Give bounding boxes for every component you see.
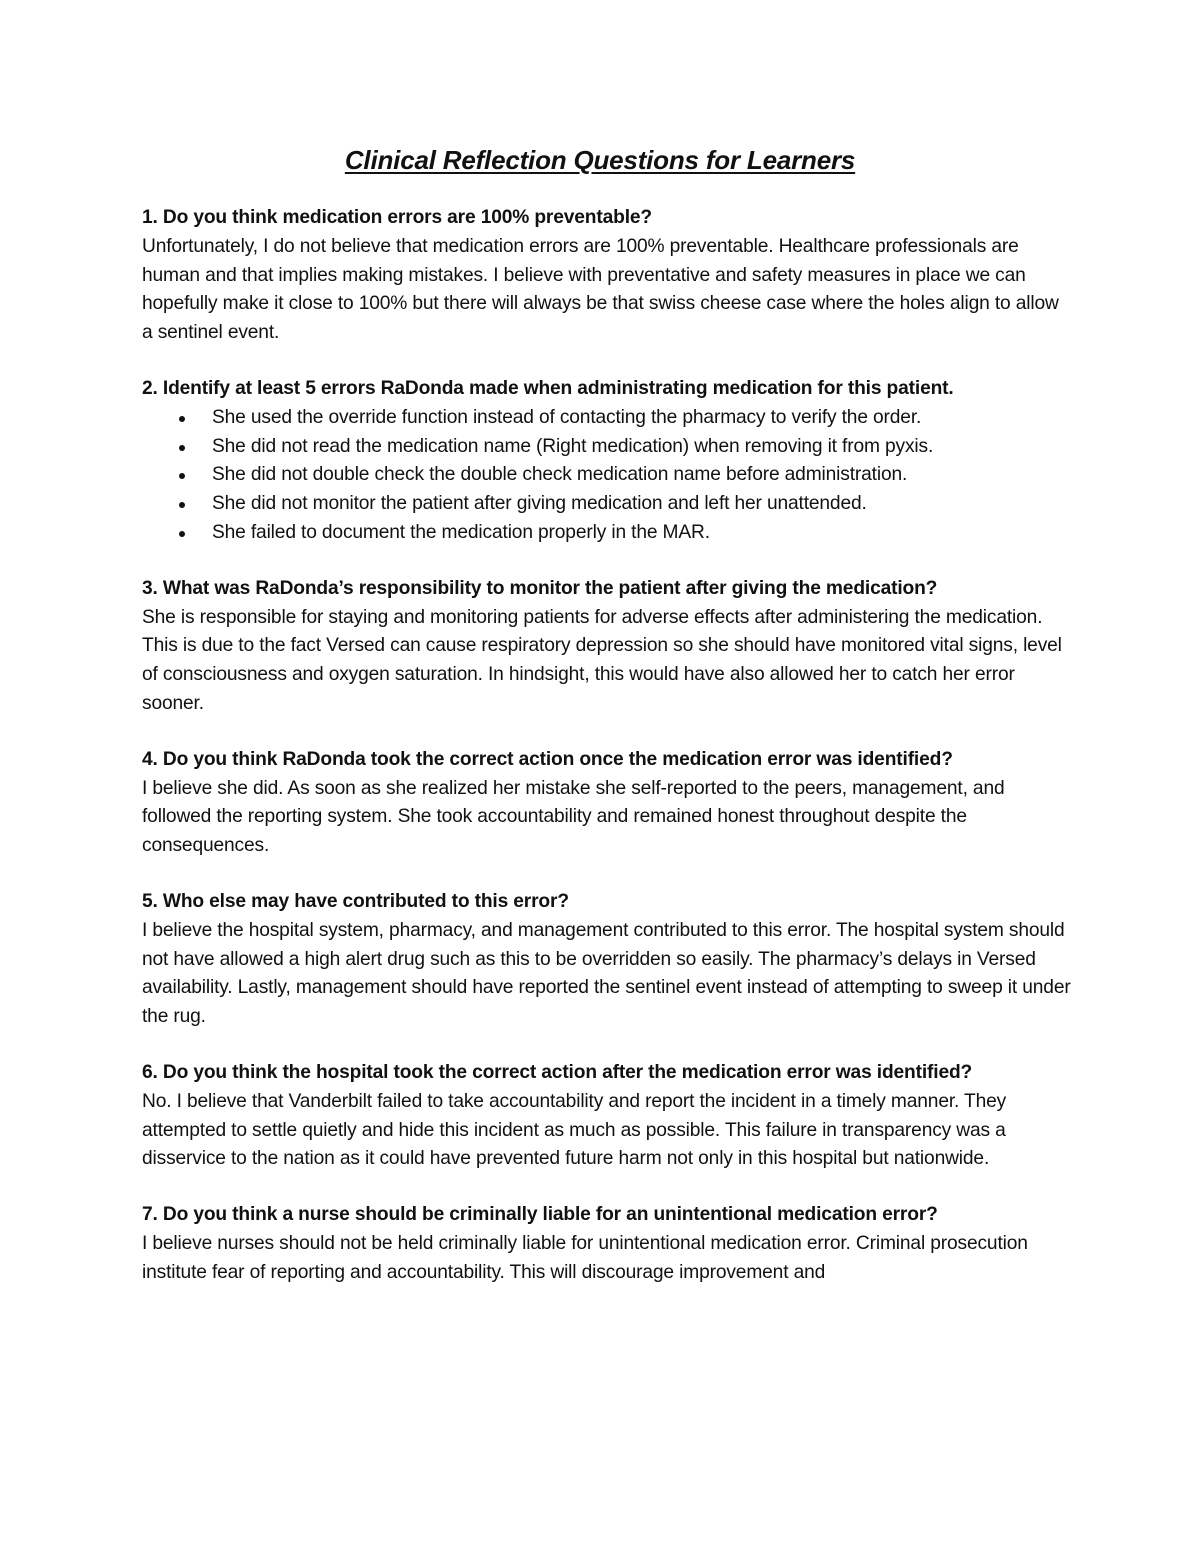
- page-title: Clinical Reflection Questions for Learners: [344, 145, 856, 175]
- list-item: She did not monitor the patient after giving medication and left her unattended.: [212, 490, 1072, 519]
- list-item: She used the override function instead of contacting the pharmacy to verify the order.: [212, 404, 1072, 433]
- answer-text: She is responsible for staying and monitoring patients for adverse effects after administering the medication. This is due to the fact Versed can cause respiratory depression so she should have monitored vital signs, level of consciousness and oxygen saturation. In hindsight, this would have also allowed her to catch her error sooner.: [142, 606, 1062, 714]
- answer-text: No. I believe that Vanderbilt failed to take accountability and report the incident in a timely manner. They attempted to settle quietly and hide this incident as much as possible. This failure in transparency was a disservice to the nation as it could have prevented future harm not only in this hospital but nationwide.: [142, 1090, 1007, 1170]
- list-item: She failed to document the medication properly in the MAR.: [212, 519, 1072, 548]
- question-heading: 4. Do you think RaDonda took the correct action once the medication error was identified?: [142, 748, 953, 770]
- question-heading: 6. Do you think the hospital took the correct action after the medication error was identified?: [142, 1061, 973, 1083]
- question-5: [142, 888, 1072, 1032]
- question-6: [142, 1059, 1072, 1174]
- answer-text: Unfortunately, I do not believe that medication errors are 100% preventable. Healthcare professionals are human and that implies making mistakes. I believe with preventative and safety measures in place we can hopefully make it close to 100% but there will always be that swiss cheese case where the holes align to allow a sentinel event.: [142, 235, 1059, 344]
- answer-text: I believe she did. As soon as she realized her mistake she self-reported to the peers, management, and followed the reporting system. She took accountability and remained honest throughout despite the consequences.: [142, 777, 1005, 857]
- answer-text: I believe the hospital system, pharmacy, and management contributed to this error. The hospital system should not have allowed a high alert drug such as this to be overridden so easily. The pharmacy’s delays in Versed availability. Lastly, management should have reported the sentinel event instead of attempting to sweep it under the rug.: [142, 919, 1071, 1028]
- question-3: [142, 575, 1072, 719]
- question-heading: 2. Identify at least 5 errors RaDonda made when administrating medication for this patient.: [142, 377, 954, 399]
- question-1: [142, 204, 1072, 348]
- error-list: [142, 404, 1072, 548]
- question-4: [142, 746, 1072, 861]
- question-heading: 1. Do you think medication errors are 100% preventable?: [142, 207, 652, 228]
- document-body: [142, 204, 1072, 1315]
- question-7: [142, 1201, 1072, 1287]
- question-2: [142, 375, 1072, 548]
- question-heading: 3. What was RaDonda’s responsibility to monitor the patient after giving the medication?: [142, 577, 938, 599]
- list-item: She did not read the medication name (Right medication) when removing it from pyxis.: [212, 433, 1072, 462]
- answer-text: I believe nurses should not be held criminally liable for unintentional medication error. Criminal prosecution institute fear of reporting and accountability. This will discourage improvement and: [142, 1232, 1028, 1283]
- list-item: She did not double check the double check medication name before administration.: [212, 461, 1072, 490]
- question-heading: 7. Do you think a nurse should be criminally liable for an unintentional medication error?: [142, 1204, 938, 1226]
- question-heading: 5. Who else may have contributed to this error?: [142, 890, 569, 912]
